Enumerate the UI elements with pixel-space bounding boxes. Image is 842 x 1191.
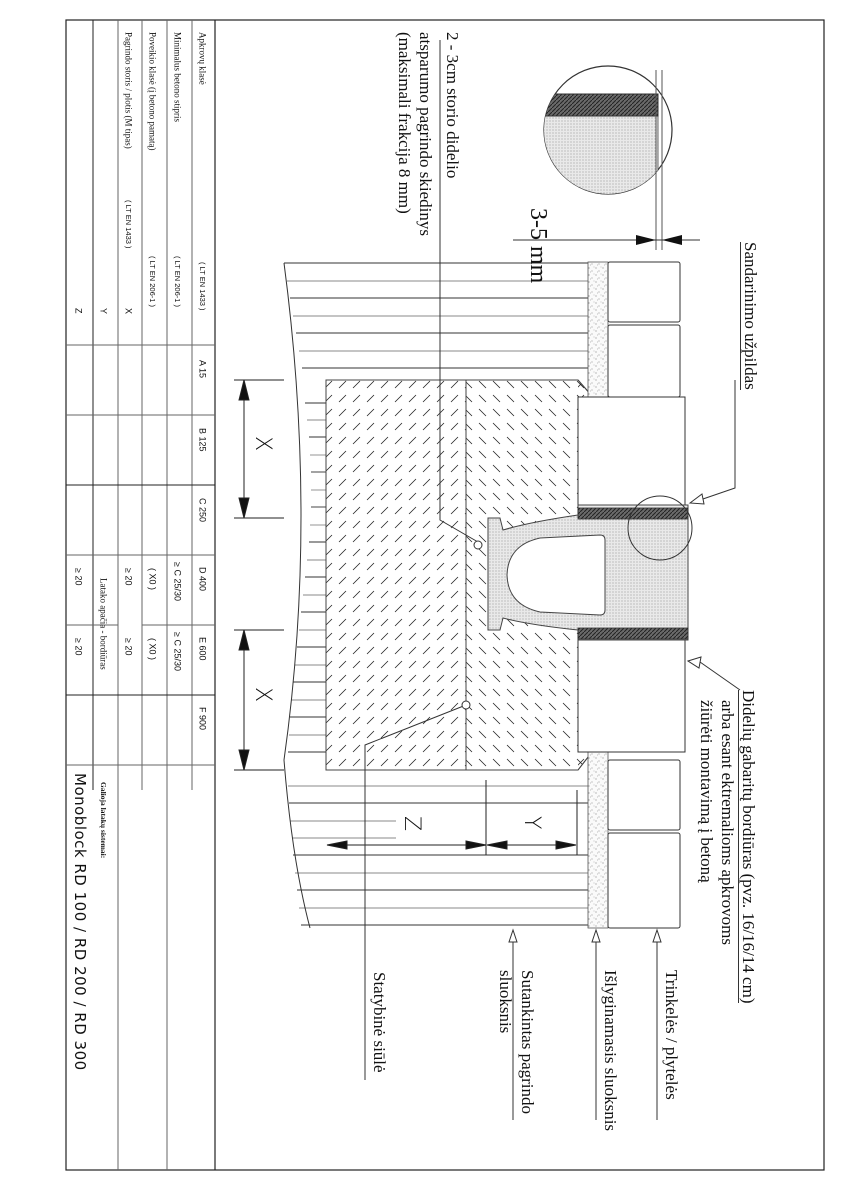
concrete-strength-d400: ≥ C 25/30 [172, 562, 183, 601]
curb-callout-line3: žiūrėti montavimą į betoną [696, 700, 716, 883]
curb-callout-line2: arba esant ektremalioms apkrovoms [717, 700, 737, 946]
concrete-strength-e600: ≥ C 25/30 [172, 632, 183, 671]
base-layer-callout-line1: Sutankintas pagrindo [517, 970, 537, 1115]
load-class-e600: E 600 [197, 637, 208, 661]
seal-callout: Sandarinimo užpildas [740, 242, 760, 390]
dimension-z: Z [399, 816, 425, 832]
load-class-d400: D 400 [197, 567, 208, 592]
load-class-c250: C 250 [197, 498, 208, 523]
base-z-d400: ≥ 20 [73, 568, 84, 586]
system-label: Galioja latakų sistemai: [98, 782, 108, 859]
row-symbol-z: Z [73, 308, 84, 314]
gap-dimension: 3-5 mm [525, 208, 552, 284]
base-layer-callout-line2: sluoksnis [495, 970, 515, 1034]
curb-callout-line1: Didelių gabaritų bordiūras (pvz. 16/16/14 cm) [738, 690, 758, 1004]
load-class-b125: B 125 [197, 428, 208, 452]
row-standard-base-thickness: ( LT EN 1433 ) [123, 200, 133, 249]
dimension-x-upper: X [250, 436, 276, 452]
row-header-base-thickness: Pagrindo storis / plotis (M tipas) [123, 32, 134, 149]
mortar-callout-line2: atsparumo pagrindo skiedinys [415, 32, 435, 236]
row-header-load-class: Apkrovų klasė [197, 32, 208, 85]
row-standard-exposure-class: ( LT EN 206-1 ) [147, 256, 157, 307]
row-symbol-x: X [123, 308, 134, 315]
load-class-a15: A 15 [197, 360, 208, 379]
row-header-exposure-class: Poveikio klasė (į betono pamatą) [147, 32, 158, 151]
row-header-concrete-strength: Minimalus betono stipris [172, 32, 183, 122]
dimension-x-lower: X [250, 687, 276, 703]
row-symbol-y: Y [98, 308, 109, 315]
mortar-callout-line1: 2 - 3cm storio didelio [442, 32, 462, 179]
base-z-e600: ≥ 20 [73, 638, 84, 656]
product-name: Monoblock RD 100 / RD 200 / RD 300 [70, 773, 89, 1071]
leveling-layer-callout: Išlyginamasis sluoksnis [600, 970, 620, 1132]
load-class-f900: F 900 [197, 707, 208, 731]
row-standard-load-class: ( LT EN 1433 ) [197, 262, 207, 311]
row-standard-concrete-strength: ( LT EN 206-1 ) [172, 256, 182, 307]
base-x-e600: ≥ 20 [123, 638, 134, 656]
base-x-d400: ≥ 20 [123, 568, 134, 586]
exposure-e600: ( X0 ) [147, 638, 158, 661]
exposure-d400: ( X0 ) [147, 568, 158, 591]
mortar-callout-line3: (maksimali frakcija 8 mm) [394, 32, 414, 214]
base-y-merged: Latako apačia - bordiūras [98, 578, 109, 670]
pavers-callout: Trinkelės / plytelės [661, 970, 681, 1100]
construction-joint-callout: Statybinė siūlė [369, 972, 389, 1073]
dimension-y: Y [519, 816, 545, 830]
